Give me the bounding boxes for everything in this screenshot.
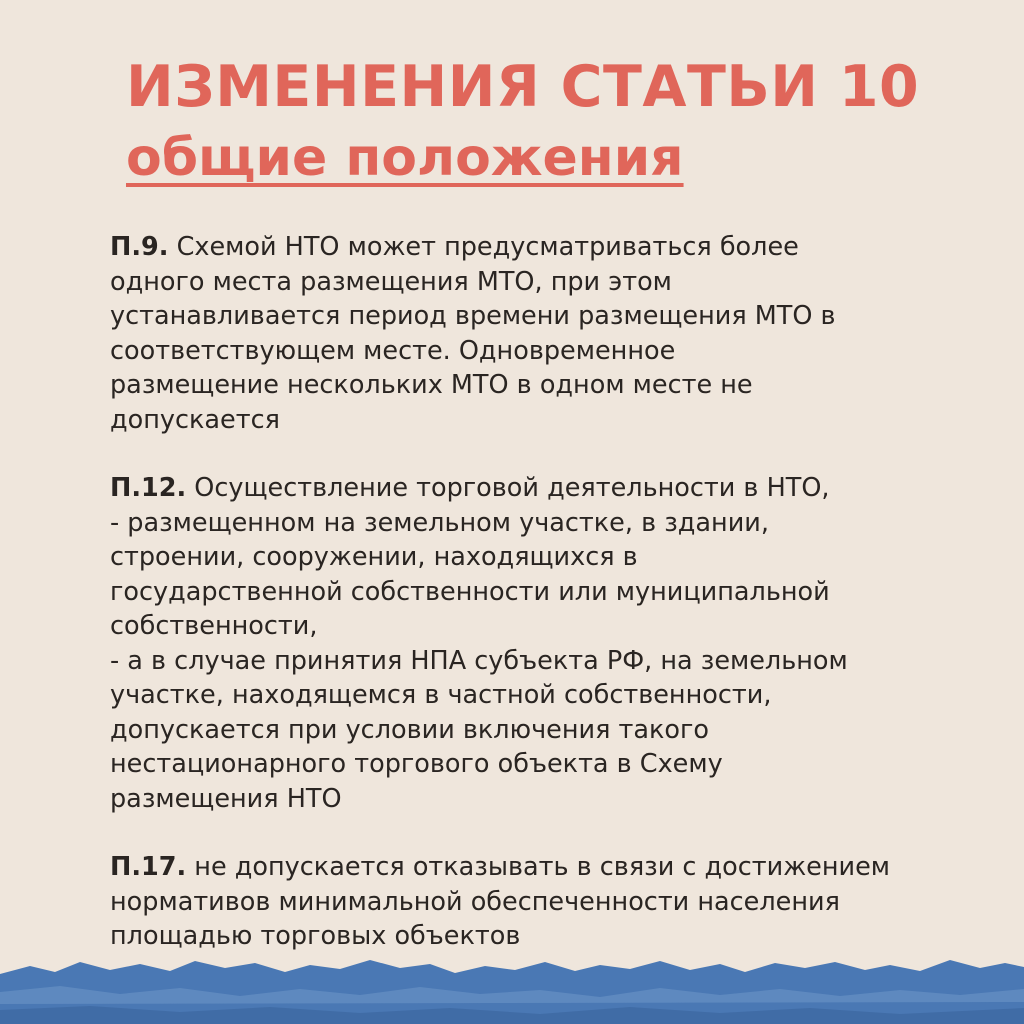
section-line: размещения НТО xyxy=(110,783,342,814)
title-subheading: общие положения xyxy=(126,128,684,188)
section-line: устанавливается период времени размещения МТО в xyxy=(110,301,836,331)
section-line: участке, находящемся в частной собственности, xyxy=(110,680,772,710)
section-line: - размещенном на земельном участке, в здании, xyxy=(110,507,769,538)
decorative-brush-strip xyxy=(0,944,1024,1024)
section-line: нестационарного торгового объекта в Схему xyxy=(110,749,723,779)
section-line xyxy=(110,850,940,885)
section-line: строении, сооружении, находящихся в xyxy=(110,542,638,572)
section-line: допускается xyxy=(110,404,280,435)
section-line: соответствующем месте. Одновременное xyxy=(110,335,676,366)
section-line: допускается при условии включения такого xyxy=(110,714,710,745)
section-text: Осуществление торговой деятельности в НТО, xyxy=(186,473,830,503)
section-p12 xyxy=(110,471,940,816)
section-line xyxy=(110,230,940,265)
section-text: Схемой НТО может предусматриваться более xyxy=(168,232,799,262)
section-line: размещение нескольких МТО в одном месте не xyxy=(110,370,753,400)
section-line: собственности, xyxy=(110,611,318,641)
section-label: П.9. xyxy=(110,232,169,262)
title-heading: ИЗМЕНЕНИЯ СТАТЬИ 10 xyxy=(126,54,920,120)
section-label: П.17. xyxy=(110,852,187,882)
section-p17 xyxy=(110,850,940,954)
section-line: - а в случае принятия НПА субъекта РФ, на земельном xyxy=(110,645,848,676)
content-body xyxy=(110,230,940,988)
section-line: одного места размещения МТО, при этом xyxy=(110,266,672,297)
page-title xyxy=(126,52,1006,190)
section-text: не допускается отказывать в связи с достижением xyxy=(186,852,891,882)
section-label: П.12. xyxy=(110,473,187,503)
section-line: государственной собственности или муниципальной xyxy=(110,576,830,607)
section-line: нормативов минимальной обеспеченности населения xyxy=(110,886,840,917)
section-line xyxy=(110,471,940,506)
section-line: площадью торговых объектов xyxy=(110,921,521,951)
section-p9 xyxy=(110,230,940,437)
